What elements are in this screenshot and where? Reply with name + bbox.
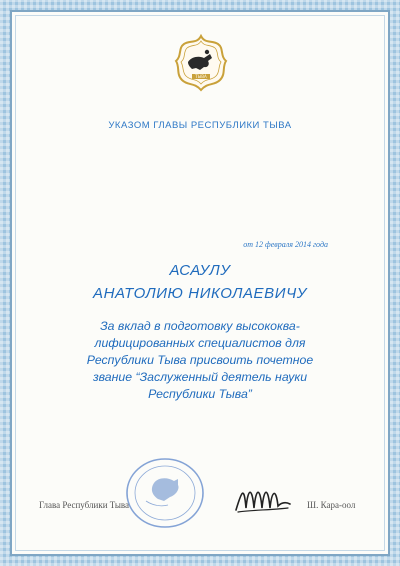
handwritten-signature <box>232 480 294 520</box>
award-text-line: лифицированных специалистов для <box>94 336 306 350</box>
decree-heading: УКАЗОМ ГЛАВЫ РЕСПУБЛИКИ ТЫВА <box>108 120 292 131</box>
recipient-surname: АСАУЛУ <box>169 262 231 279</box>
coat-of-arms-emblem <box>174 34 228 96</box>
emblem-text: ТЫВА <box>195 74 207 79</box>
award-text-line: За вклад в подготовку высококва- <box>100 319 300 333</box>
recipient-name: АНАТОЛИЮ НИКОЛАЕВИЧУ <box>93 285 307 302</box>
footer-position: Глава Республики Тыва <box>39 500 130 510</box>
award-text-line: Республики Тыва присвоить почетное <box>86 353 314 367</box>
footer-signatory: Ш. Кара-оол <box>307 500 356 510</box>
official-seal <box>120 453 210 533</box>
award-text-line: звание “Заслуженный деятель науки <box>92 370 308 384</box>
decree-date: от 12 февраля 2014 года <box>243 240 328 249</box>
award-text-line: Республики Тыва” <box>148 387 252 401</box>
